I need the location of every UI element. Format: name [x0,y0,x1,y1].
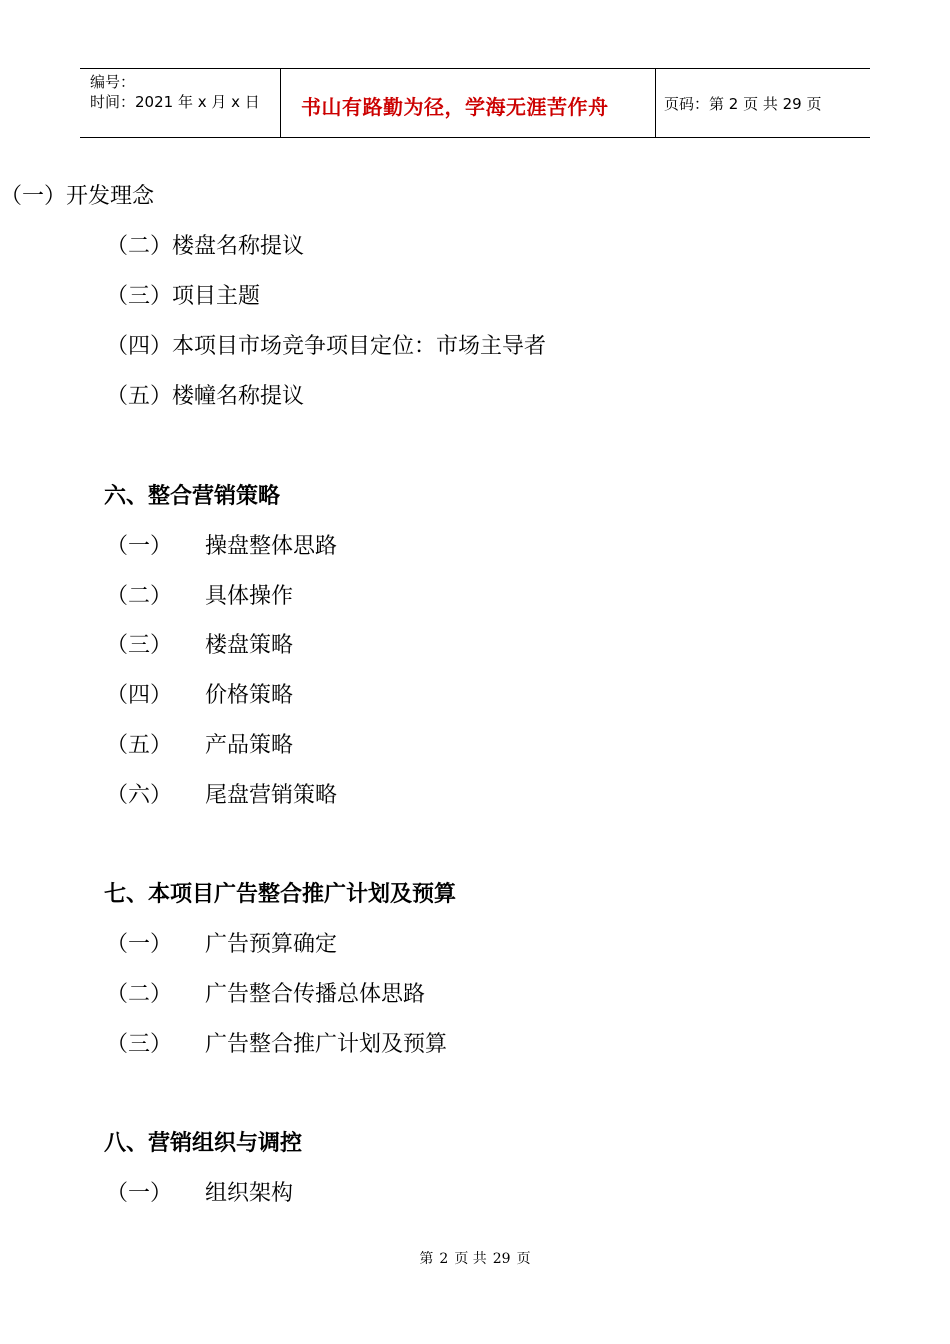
toc-item-text: 广告预算确定 [205,932,338,957]
document-time-label: 时间：2021 年 x 月 x 日 [90,93,260,111]
toc-item [106,279,260,310]
header-motto: 书山有路勤为径，学海无涯苦作舟 [301,95,609,119]
section-heading: 六、整合营销策略 [104,484,281,509]
footer-page-number: 2 [439,1251,449,1267]
toc-item-text: 项目主题 [172,284,261,309]
footer-middle: 页 共 [454,1251,487,1267]
toc-item-text: 本项目市场竞争项目定位：市场主导者 [172,334,547,359]
toc-item-number: （四） [106,334,173,359]
document-header-table [80,68,870,138]
toc-item-number: （四） [106,683,173,708]
toc-item-number: （一） [0,184,67,209]
section-heading: 七、本项目广告整合推广计划及预算 [104,882,457,907]
toc-item-text: 尾盘营销策略 [205,783,338,808]
section-heading: 八、营销组织与调控 [104,1131,303,1156]
header-left-cell [80,69,280,137]
toc-item-number: （三） [106,1032,173,1057]
header-center-cell [280,69,656,137]
toc-item [106,379,304,410]
toc-item-number: （一） [106,932,173,957]
toc-item-text: 开发理念 [66,184,155,209]
toc-item-text: 价格策略 [205,683,294,708]
toc-item-number: （二） [106,584,173,609]
toc-item-text: 具体操作 [205,584,294,609]
toc-item-text: 广告整合推广计划及预算 [205,1032,448,1057]
document-number-label: 编号： [90,73,136,91]
toc-item [106,229,304,260]
toc-item-number: （三） [106,284,173,309]
toc-item-text: 广告整合传播总体思路 [205,982,426,1007]
toc-item [106,329,546,360]
toc-item-number: （六） [106,783,173,808]
toc-item-text: 产品策略 [205,733,294,758]
toc-item-text: 楼幢名称提议 [172,384,305,409]
toc-item-text: 楼盘策略 [205,633,294,658]
header-right-cell [655,69,870,137]
toc-item-number: （三） [106,633,173,658]
page-footer [0,1248,950,1268]
header-page-info: 页码：第 2 页 共 29 页 [664,95,822,113]
toc-item-text: 组织架构 [205,1181,294,1206]
toc-item [0,179,154,210]
footer-suffix: 页 [516,1251,531,1267]
toc-item-number: （五） [106,384,173,409]
toc-item-text: 操盘整体思路 [205,534,338,559]
footer-prefix: 第 [419,1251,434,1267]
toc-item-number: （五） [106,733,173,758]
toc-item-number: （二） [106,234,173,259]
toc-item-number: （二） [106,982,173,1007]
toc-item-number: （一） [106,1181,173,1206]
toc-item-text: 楼盘名称提议 [172,234,305,259]
toc-item-number: （一） [106,534,173,559]
footer-total-pages: 29 [492,1251,511,1267]
